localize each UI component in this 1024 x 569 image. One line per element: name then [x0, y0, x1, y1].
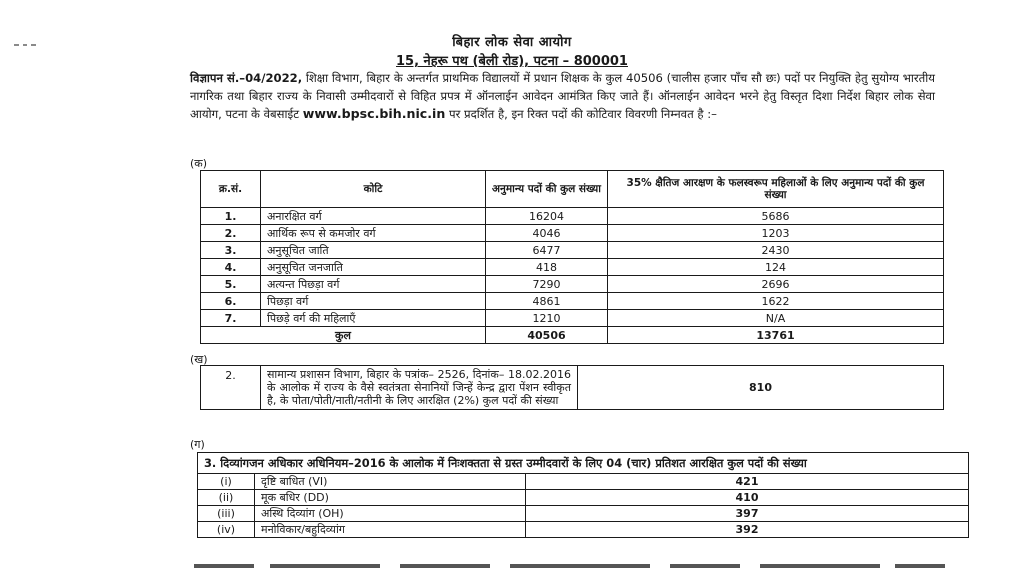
- row-posts: 7290: [486, 276, 608, 293]
- total-women: 13761: [608, 327, 944, 344]
- row-category: मूक बधिर (DD): [255, 490, 526, 506]
- table-row: [201, 259, 944, 276]
- advertisement-paragraph: [190, 70, 935, 124]
- col-header-women: 35% क्षैतिज आरक्षण के फलस्वरूप महिलाओं के लिए अनुमान्य पदों की कुल संख्या: [608, 171, 944, 208]
- row-category: आर्थिक रूप से कमजोर वर्ग: [261, 225, 486, 242]
- table-row: [201, 242, 944, 259]
- row-category: अत्यन्त पिछड़ा वर्ग: [261, 276, 486, 293]
- website-link[interactable]: www.bpsc.bih.nic.in: [302, 106, 446, 122]
- commission-address: [0, 51, 1024, 69]
- row-posts: 4046: [486, 225, 608, 242]
- row-women: 1203: [608, 225, 944, 242]
- row-sn: 4.: [201, 259, 261, 276]
- row-category: पिछड़े वर्ग की महिलाएँ: [261, 310, 486, 327]
- total-label: कुल: [201, 327, 486, 344]
- row-sn: 7.: [201, 310, 261, 327]
- row-sn: 6.: [201, 293, 261, 310]
- col-header-posts: अनुमान्य पदों की कुल संख्या: [486, 171, 608, 208]
- row-women: 1622: [608, 293, 944, 310]
- row-posts: 16204: [486, 208, 608, 225]
- row-sn: 2.: [201, 366, 261, 410]
- row-sn: 1.: [201, 208, 261, 225]
- row-posts: 418: [486, 259, 608, 276]
- row-sn: 2.: [201, 225, 261, 242]
- row-women: 2696: [608, 276, 944, 293]
- disability-heading: 3. दिव्यांगजन अधिकार अधिनियम–2016 के आलोक में निःशक्तता से ग्रस्त उम्मीदवारों के लिए 04 (चार) प्रतिशत आरक्षित कुल पदों की संख्या: [198, 453, 969, 474]
- row-posts: 1210: [486, 310, 608, 327]
- total-posts: 40506: [486, 327, 608, 344]
- row-category: अनुसूचित जनजाति: [261, 259, 486, 276]
- row-category: अनारक्षित वर्ग: [261, 208, 486, 225]
- table-row: [201, 276, 944, 293]
- row-value: 421: [526, 474, 969, 490]
- row-posts: 4861: [486, 293, 608, 310]
- row-category: अनुसूचित जाति: [261, 242, 486, 259]
- row-sn: (i): [198, 474, 255, 490]
- row-category: दृष्टि बाधित (VI): [255, 474, 526, 490]
- row-category: मनोविकार/बहुदिव्यांग: [255, 522, 526, 538]
- table-header-row: [201, 171, 944, 208]
- row-sn: 3.: [201, 242, 261, 259]
- row-value: 397: [526, 506, 969, 522]
- advertisement-number: विज्ञापन सं.–04/2022,: [190, 71, 303, 85]
- table-row: [201, 208, 944, 225]
- freedom-fighter-table: [200, 365, 944, 410]
- table-row: [198, 474, 969, 490]
- row-women: 124: [608, 259, 944, 276]
- table-row: [198, 522, 969, 538]
- row-category: पिछड़ा वर्ग: [261, 293, 486, 310]
- table-row: [198, 506, 969, 522]
- table-row: [201, 366, 944, 410]
- col-header-category: कोटि: [261, 171, 486, 208]
- row-value: 392: [526, 522, 969, 538]
- row-women: 5686: [608, 208, 944, 225]
- address-text: 15, नेहरू पथ (बेली रोड), पटना – 800001: [396, 54, 628, 69]
- row-women: N/A: [608, 310, 944, 327]
- row-value: 410: [526, 490, 969, 506]
- advertisement-tail: पर प्रदर्शित है, इन रिक्त पदों की कोटिवार विवरणी निम्नवत है :–: [449, 107, 717, 122]
- section-b-label: (ख): [190, 353, 208, 366]
- advertisement-body: शिक्षा विभाग, बिहार के अन्तर्गत प्राथमिक विद्यालयों में प्रधान शिक्षक के कुल 40506 (चालीस हजार पाँच सौ छः) पदों पर नियुक्ति हेतु सुयोग्य भारतीय नागरिक तथा बिहार राज्य के निवासी उम्मीदवारों से विहित प्रपत्र में ऑनलाईन आवेदन आमंत्रित किए जाते हैं। ऑनलाईन आवेदन भरने हेतु विस्तृत दिशा निर्देश बिहार लोक सेवा आयोग, पटना के वेबसाईट: [190, 71, 935, 122]
- section-c-label: (ग): [190, 438, 205, 451]
- cut-off-text-line: [190, 562, 950, 569]
- table-row: [201, 225, 944, 242]
- row-value: 810: [578, 366, 944, 410]
- section-a-label: (क): [190, 157, 208, 170]
- disability-heading-row: [198, 453, 969, 474]
- row-sn: (ii): [198, 490, 255, 506]
- commission-title: बिहार लोक सेवा आयोग: [452, 35, 572, 50]
- row-women: 2430: [608, 242, 944, 259]
- table-row: [198, 490, 969, 506]
- row-description: सामान्य प्रशासन विभाग, बिहार के पत्रांक– 2526, दिनांक– 18.02.2016 के आलोक में राज्य के वैसे स्वतंत्रता सेनानियों जिन्हें केन्द्र द्वारा पेंशन स्वीकृत है, के पोता/पोती/नाती/नतीनी के लिए आरक्षित (2%) कुल पदों की संख्या: [261, 366, 578, 410]
- table-row: [201, 293, 944, 310]
- row-sn: (iv): [198, 522, 255, 538]
- col-header-sn: क्र.सं.: [201, 171, 261, 208]
- table-row: [201, 310, 944, 327]
- category-posts-table: [200, 170, 944, 344]
- row-sn: (iii): [198, 506, 255, 522]
- row-category: अस्थि दिव्यांग (OH): [255, 506, 526, 522]
- disability-table: [197, 452, 969, 538]
- row-sn: 5.: [201, 276, 261, 293]
- total-row: [201, 327, 944, 344]
- row-posts: 6477: [486, 242, 608, 259]
